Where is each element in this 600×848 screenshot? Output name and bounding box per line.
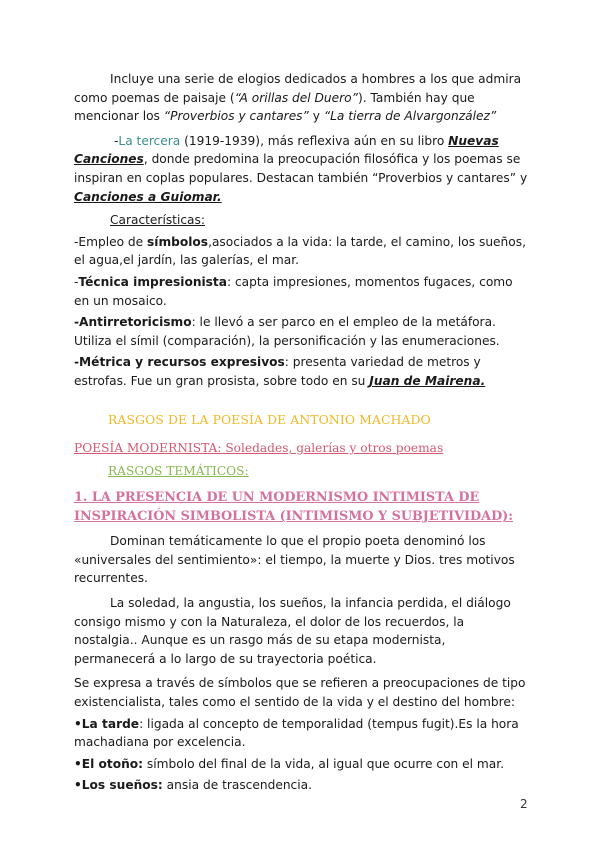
text: - [114,133,119,148]
bullet-item: •La tarde: ligada al concepto de temporalidad (tempus fugit).Es la hora machadiana por excelencia. [74,716,519,750]
list-item: -Técnica impresionista: capta impresiones, momentos fugaces, como en un mosaico. [74,274,513,308]
text: , donde predomina la preocupación filosófica y los poemas se inspiran en coplas populares. Destacan también “Proverbios y cantares” y [74,152,528,185]
stage-label: La tercera [118,133,181,148]
subsection-title: POESÍA MODERNISTA: Soledades, galerías y otros poemas [74,441,444,456]
poem-title: “Proverbios y cantares” [163,109,309,124]
book-title: Nuevas Canciones [74,133,499,167]
page-number: 2 [520,797,528,811]
list-item: -Empleo de símbolos,asociados a la vida: la tarde, el camino, los sueños, el agua,el jardín, las galerías, el mar. [74,234,526,268]
list-item: -Antirretoricismo: le llevó a ser parco en el empleo de la metáfora. Utiliza el símil (comparación), la personificación y las enumeraciones. [74,315,500,348]
paragraph-soledad: La soledad, la angustia, los sueños, la infancia perdida, el diálogo consigo mismo y con la Naturaleza, el dolor de los recuerdos, la nostalgia.. Aunque es un rasgo más de su etapa modernista, permanecerá a lo largo de su trayectoria poética. [74,596,511,666]
text: y [308,109,324,124]
bullet-item: •Los sueños: ansia de trascendencia. [74,778,312,793]
bullet-item: •El otoño: símbolo del final de la vida, al igual que ocurre con el mar. [74,756,504,771]
book-title: Canciones a Guiomar. [74,189,222,204]
section-title: RASGOS DE LA POESÍA DE ANTONIO MACHADO [108,411,431,427]
book-title: Juan de Mairena. [369,373,486,388]
text: (1919-1939), más reflexiva aún en su libro [180,133,449,148]
rasgos-heading: RASGOS TEMÁTICOS: [108,463,249,478]
paragraph-elogios [74,70,530,126]
poem-title: “La tierra de Alvargonzález” [323,109,497,124]
text: ). También hay que mencionar los [74,90,475,124]
caracteristicas-heading: Características: [110,213,205,228]
poem-title: “A orillas del Duero” [234,90,358,105]
text: Incluye una serie de elogios dedicados a hombres a los que admira como poemas de paisaje ( [74,72,522,105]
point-1-heading: 1. LA PRESENCIA DE UN MODERNISMO INTIMISTA DE INSPIRACIÓN SIMBOLISTA (INTIMISMO Y SUBJETIVIDAD): [74,490,513,525]
paragraph-simbolos: Se expresa a través de símbolos que se refieren a preocupaciones de tipo existencialista, tales como el sentido de la vida y el destino del hombre: [74,676,526,710]
list-item: -Métrica y recursos expresivos: presenta variedad de metros y estrofas. Fue un gran prosista, sobre todo en su Juan de Mairena. [74,355,486,388]
paragraph-universales: Dominan temáticamente lo que el propio poeta denominó los «universales del sentimiento»: el tiempo, la muerte y Dios. tres motivos recurrentes. [74,534,515,586]
paragraph-tercera-etapa [74,132,530,206]
page-content [74,70,530,795]
